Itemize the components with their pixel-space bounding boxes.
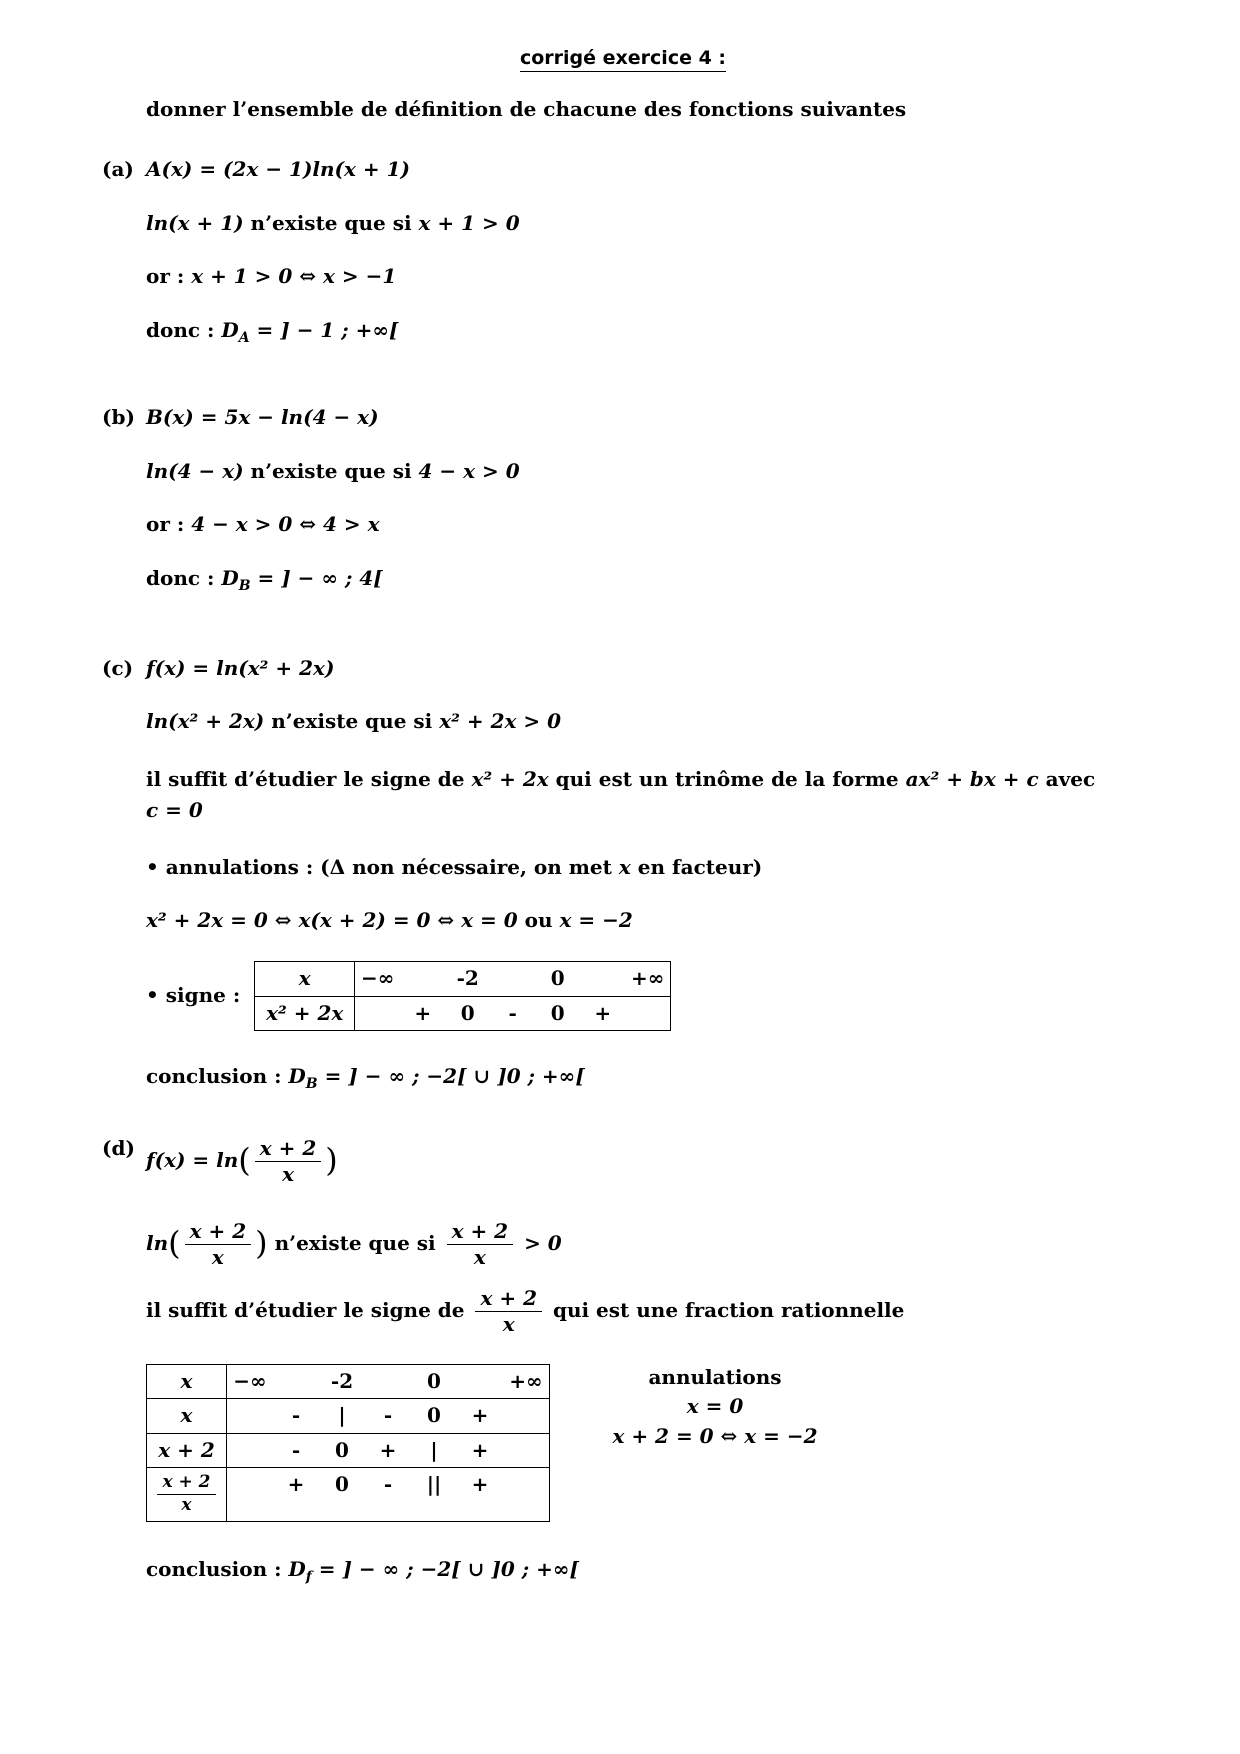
table-cell: [400, 962, 445, 996]
annulations-bullet-c: [146, 856, 1140, 880]
or-line-b: [146, 513, 1140, 537]
bullet1-pre: • annulations : (Δ non nécessaire, on met: [146, 854, 619, 879]
exist-a-cond: x + 1 > 0: [418, 210, 520, 235]
table-cell: -: [383, 1403, 393, 1428]
concl-c-D: D: [288, 1064, 306, 1089]
donc-line-a: [146, 319, 1140, 347]
donc-a-label: donc :: [146, 317, 222, 342]
exist-c-cond: x² + 2x > 0: [439, 709, 562, 734]
sign-table-d: [146, 1364, 550, 1522]
formula-d-pre: f(x) = ln: [146, 1147, 239, 1172]
table-cell: +: [471, 1437, 489, 1462]
exist-c-math: ln(x² + 2x): [146, 709, 265, 734]
trinome-line-c: [146, 764, 1136, 826]
table-cell: +∞: [509, 1368, 543, 1393]
section-c: [102, 655, 1140, 1093]
table-head-cell: x: [255, 962, 355, 996]
annulation-eq-1: x = 0: [686, 1394, 744, 1419]
fraction: [475, 1287, 542, 1336]
table-cell: +: [287, 1472, 305, 1497]
table-cell: [490, 962, 535, 996]
exist-line-d: [146, 1220, 1140, 1269]
table-cell: −∞: [360, 965, 395, 990]
fraction: [255, 1137, 322, 1186]
item-a-label: (a): [102, 157, 134, 181]
exist-line-a: [146, 212, 1140, 236]
table-cell: -: [508, 1000, 517, 1025]
conclusion-line-c: [146, 1065, 1140, 1093]
table-cell: -: [291, 1437, 301, 1462]
table-cell: 0: [427, 1403, 441, 1428]
or-a-math: x + 1 > 0 ⇔ x > −1: [191, 264, 397, 289]
fraction-numerator: x + 2: [185, 1220, 252, 1245]
formula-a-math: A(x) = (2x − 1)ln(x + 1): [146, 157, 411, 181]
signe-row-c: [146, 961, 1140, 1031]
table-cell: +: [471, 1403, 489, 1428]
sign-c-math3: c = 0: [146, 797, 203, 822]
exist-b-cond: 4 − x > 0: [418, 458, 520, 483]
table-head-cell: x + 2: [147, 1434, 227, 1468]
donc-b-set: = ] − ∞ ; 4[: [250, 566, 383, 591]
or-b-math: 4 − x > 0 ⇔ 4 > x: [191, 512, 380, 537]
annul-ou: ou: [524, 908, 553, 933]
page-title: corrigé exercice 4 :: [520, 47, 726, 72]
table-cell: [355, 997, 400, 1031]
donc-a-sub: A: [238, 329, 250, 346]
rparen: ): [325, 1140, 338, 1179]
annulation-eq-c: [146, 909, 1140, 933]
section-a: [102, 157, 1140, 346]
table-cell: 0: [550, 1000, 565, 1025]
donc-a-D: D: [221, 317, 239, 342]
table-cell: [503, 1399, 549, 1433]
item-b-label: (b): [102, 405, 135, 430]
formula-b-math: B(x) = 5x − ln(4 − x): [146, 405, 379, 430]
table-cell: 0: [550, 965, 565, 990]
sign-c-text2: qui est un trinôme de la forme: [548, 766, 906, 791]
table-cell: 0: [427, 1368, 441, 1393]
concl-d-D: D: [288, 1556, 306, 1581]
sign-c-text3: avec: [1038, 766, 1096, 791]
donc-b-D: D: [221, 566, 239, 591]
concl-c-label: conclusion :: [146, 1064, 289, 1089]
table-cell: -2: [456, 965, 479, 990]
table-cell: −∞: [233, 1368, 267, 1393]
lparen: (: [168, 1223, 181, 1262]
annulations-title: annulations: [648, 1364, 782, 1389]
sign-c-math2: ax² + bx + c: [905, 766, 1039, 791]
concl-c-sub: B: [305, 1076, 318, 1093]
table-cell: 0: [335, 1437, 349, 1462]
exist-a-text: n’existe que si: [243, 210, 419, 235]
table-cell: -2: [330, 1368, 354, 1393]
fraction: [157, 1473, 215, 1515]
rparen: ): [255, 1223, 268, 1262]
table-row: [147, 1433, 549, 1468]
table-cell: +: [594, 1000, 612, 1025]
fraction-numerator: x + 2: [447, 1220, 514, 1245]
formula-c-math: f(x) = ln(x² + 2x): [146, 655, 335, 680]
dtable-row: [146, 1364, 1140, 1522]
or-line-a: [146, 265, 1140, 289]
item-d-label: (d): [102, 1135, 135, 1160]
exist-d-pre: ln: [146, 1230, 169, 1255]
table-cell: +: [471, 1472, 489, 1497]
exist-d-text: n’existe que si: [267, 1230, 443, 1255]
table-cell: |: [338, 1403, 346, 1428]
bullet1-x: x: [618, 854, 631, 879]
exist-a-math: ln(x + 1): [146, 210, 244, 235]
donc-a-set: = ] − 1 ; +∞[: [249, 317, 399, 342]
table-row: [147, 1467, 549, 1520]
table-cell: -: [383, 1472, 393, 1497]
concl-d-sub: f: [305, 1568, 312, 1585]
concl-d-label: conclusion :: [146, 1556, 289, 1581]
donc-b-sub: B: [238, 578, 251, 595]
fraction-denominator: x: [502, 1311, 515, 1336]
formula-d: [146, 1137, 1140, 1186]
formula-c: [146, 657, 1140, 681]
donc-b-label: donc :: [146, 566, 222, 591]
annul-math2: x = −2: [552, 908, 633, 933]
sign-table-c: [254, 961, 671, 1031]
fraction-denominator: x: [282, 1161, 294, 1186]
table-cell: -: [291, 1403, 301, 1428]
table-row: [255, 962, 670, 996]
table-row: [147, 1398, 549, 1433]
table-cell: [457, 1365, 503, 1399]
annul-math1: x² + 2x = 0 ⇔ x(x + 2) = 0 ⇔ x = 0: [146, 908, 525, 933]
lparen: (: [238, 1140, 251, 1179]
fraction-denominator: x: [181, 1495, 192, 1515]
table-row: [147, 1365, 549, 1399]
fraction: [447, 1220, 514, 1269]
fraction-numerator: x + 2: [475, 1287, 542, 1312]
fraction-numerator: x + 2: [157, 1473, 215, 1495]
table-cell: +∞: [630, 965, 665, 990]
donc-line-b: [146, 567, 1140, 595]
table-cell: 0: [460, 1000, 475, 1025]
or-a-label: or :: [146, 264, 192, 289]
table-cell: [503, 1468, 549, 1520]
sign-d-text1: il suffit d’étudier le signe de: [146, 1297, 472, 1322]
table-cell: [580, 962, 625, 996]
exist-line-c: [146, 710, 1140, 734]
table-cell: [273, 1365, 319, 1399]
concl-c-set: = ] − ∞ ; −2[ ∪ ]0 ; +∞[: [317, 1064, 585, 1089]
table-cell: [227, 1399, 273, 1433]
section-d: [102, 1135, 1140, 1585]
exist-c-text: n’existe que si: [264, 709, 440, 734]
table-cell: +: [379, 1437, 397, 1462]
exist-d-cond: > 0: [517, 1230, 562, 1255]
fraction-denominator: x: [473, 1244, 486, 1269]
table-cell: [503, 1434, 549, 1468]
fraction-numerator: x + 2: [255, 1137, 322, 1162]
table-row: [255, 996, 670, 1031]
table-cell: |: [430, 1437, 438, 1462]
sign-line-d: [146, 1287, 1140, 1336]
signe-label-c: • signe :: [146, 983, 241, 1008]
annulation-eq-2: x + 2 = 0 ⇔ x = −2: [612, 1423, 818, 1448]
exist-b-math: ln(4 − x): [146, 458, 244, 483]
item-c-label: (c): [102, 655, 134, 680]
table-cell: [365, 1365, 411, 1399]
title-wrap: [106, 46, 1140, 72]
table-cell: +: [414, 1000, 432, 1025]
or-b-label: or :: [146, 512, 192, 537]
table-cell: [227, 1434, 273, 1468]
table-cell: 0: [335, 1472, 349, 1497]
fraction: [185, 1220, 252, 1269]
annulations-block: [550, 1364, 880, 1449]
table-head-cell: x: [147, 1399, 227, 1433]
intro-text: donner l’ensemble de définition de chacune des fonctions suivantes: [146, 97, 907, 122]
fraction-denominator: x: [211, 1244, 224, 1269]
exist-b-text: n’existe que si: [243, 458, 419, 483]
formula-a: [146, 158, 1140, 182]
exist-line-b: [146, 460, 1140, 484]
table-cell: [625, 997, 670, 1031]
conclusion-line-d: [146, 1558, 1140, 1586]
sign-c-math1: x² + 2x: [471, 766, 549, 791]
bullet1-post: en facteur): [630, 854, 763, 879]
sign-c-text1: il suffit d’étudier le signe de: [146, 766, 472, 791]
table-head-cell-fraction: [147, 1468, 227, 1520]
table-cell: ||: [426, 1472, 442, 1497]
concl-d-set: = ] − ∞ ; −2[ ∪ ]0 ; +∞[: [311, 1556, 579, 1581]
table-cell: [227, 1468, 273, 1520]
formula-b: [146, 406, 1140, 430]
sign-d-text2: qui est une fraction rationnelle: [546, 1297, 905, 1322]
table-head-cell: x: [147, 1365, 227, 1399]
table-head-cell: x² + 2x: [255, 997, 355, 1031]
section-b: [102, 405, 1140, 595]
